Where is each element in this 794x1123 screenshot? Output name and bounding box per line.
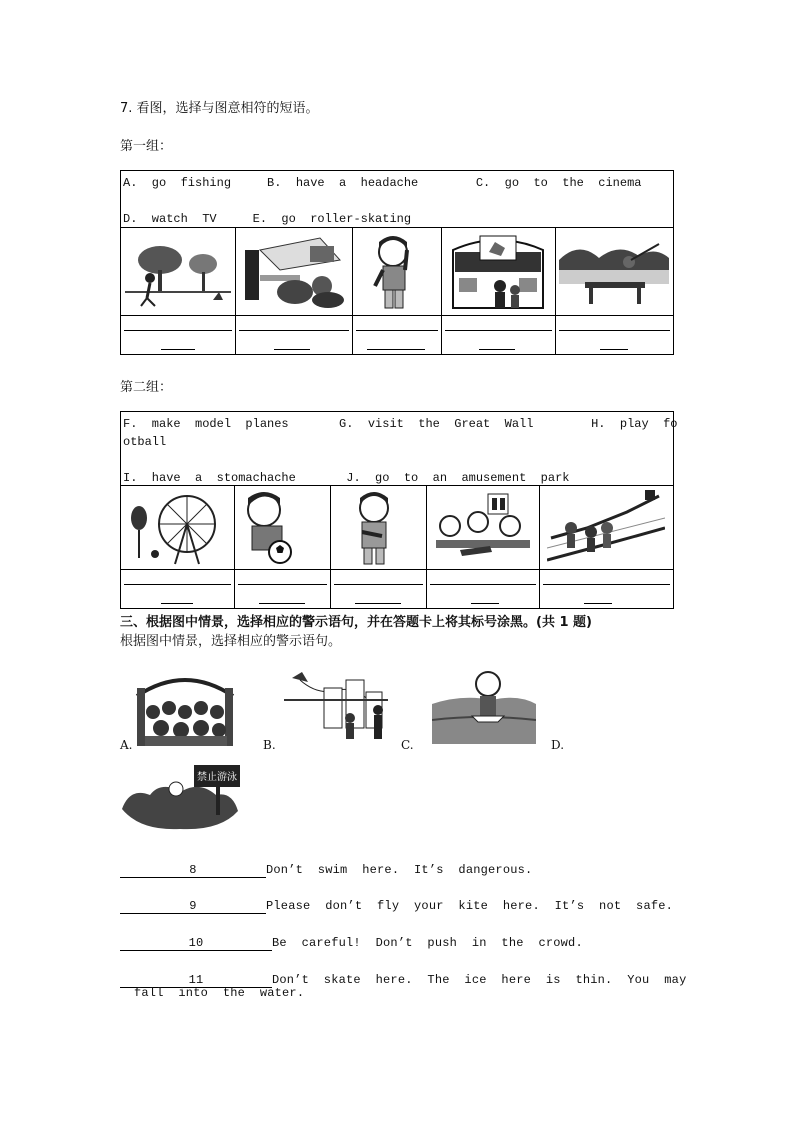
picture-watching-tv [236,228,353,316]
section3-subheading: 根据图中情景，选择相应的警示语句。 [120,634,342,649]
group2-options-line1b: otball [123,435,167,449]
picture-label-a: A. [120,738,133,752]
picture-amusement-park [121,486,235,570]
group1-label: 第一组： [120,139,173,154]
item-8 [120,858,532,878]
item-10-text: Be careful! Don’t push in the crowd. [272,936,583,950]
picture-no-swimming [120,763,244,835]
picture-thin-ice [432,664,536,744]
picture-fishing [555,228,673,316]
answer-blank-11[interactable]: 11 [120,973,272,988]
picture-model-planes [427,486,539,570]
group1-table [120,170,674,355]
group1-options-line2: D. watch TV E. go roller-skating [123,212,412,226]
picture-boy-headache [353,228,441,316]
group2-options-line2: I. have a stomachache J. go to an amusement park [123,471,570,485]
section3-heading: 三、根据图中情景，选择相应的警示语句，并在答题卡上将其标号涂黑。(共 1 题) [120,615,592,630]
question-title: 7. 看图，选择与图意相符的短语。 [120,101,319,116]
picture-boy-football [235,486,331,570]
item-11 [120,968,686,988]
item-11-text: Don’t skate here. The ice here is thin. You may [272,973,687,987]
picture-great-wall [539,486,674,570]
picture-label-d: D. [551,738,565,752]
item-11-continued: fall into the water. [134,986,305,1000]
item-10 [120,931,583,951]
picture-kite [278,666,396,746]
picture-boy-stomachache [331,486,427,570]
item-9 [120,894,673,914]
answer-blank-10[interactable]: 10 [120,936,272,951]
group1-options-line1: A. go fishing B. have a headache C. go to the cinema [123,176,642,190]
item-9-text: Please don’t fly your kite here. It’s not safe. [266,899,674,913]
item-8-text: Don’t swim here. It’s dangerous. [266,863,533,877]
answer-blank-8[interactable]: 8 [120,863,266,878]
picture-label-c: C. [401,738,414,752]
picture-cinema [441,228,555,316]
no-swimming-sign-text: 禁止游泳 [197,772,237,783]
answer-blank-9[interactable]: 9 [120,899,266,914]
picture-label-b: B. [263,738,276,752]
picture-roller-skating [121,228,236,316]
group2-label: 第二组： [120,380,173,395]
picture-crowd [135,668,235,746]
group2-options-line1: F. make model planes G. visit the Great Wall H. play fo [123,417,678,431]
group2-table [120,411,678,609]
